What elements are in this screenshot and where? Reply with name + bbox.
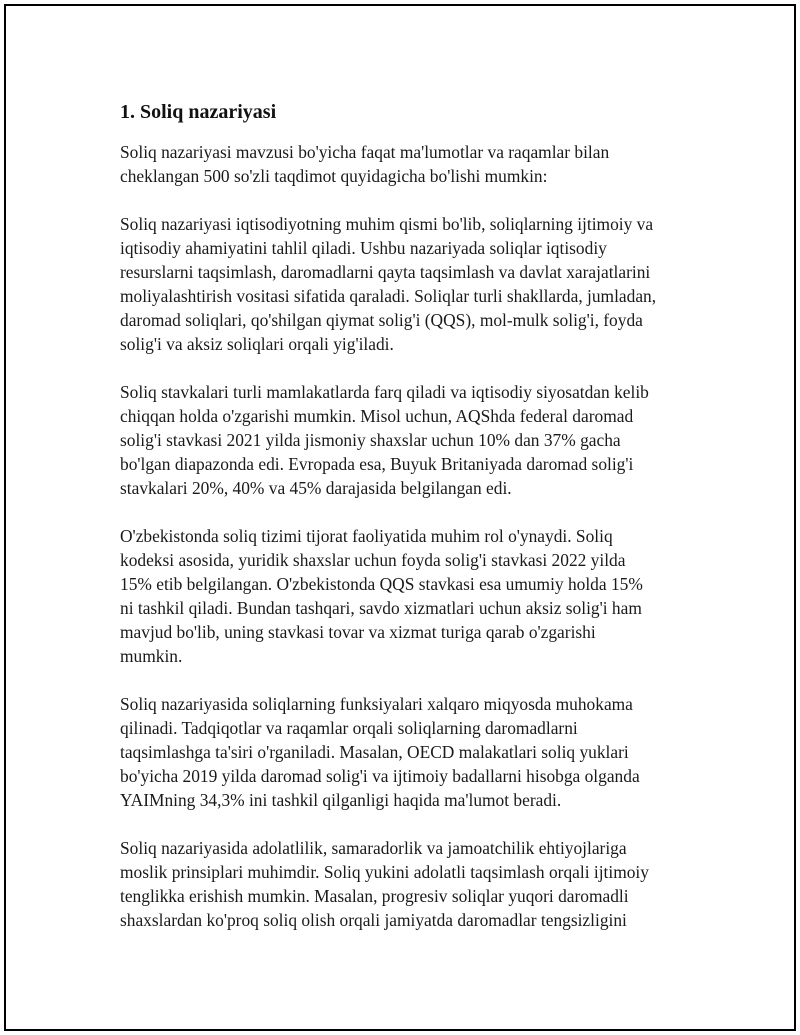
paragraph-tax-rates [120,380,692,500]
text-line: resurslarni taqsimlash, daromadlarni qayta taqsimlash va davlat xarajatlarini [120,262,651,282]
text-line: mavjud bo'lib, uning stavkasi tovar va xizmat turiga qarab o'zgarishi [120,622,596,642]
text-line: tenglikka erishish mumkin. Masalan, progresiv soliqlar yuqori daromadli [120,886,629,906]
text-line: moliyalashtirish vositasi sifatida qaraladi. Soliqlar turli shakllarda, jumladan, [120,286,657,306]
text-line: kodeksi asosida, yuridik shaxslar uchun foyda solig'i stavkasi 2022 yilda [120,550,626,570]
text-line: taqsimlashga ta'siri o'rganiladi. Masalan, OECD malakatlari soliq yuklari [120,742,629,762]
text-line: bo'yicha 2019 yilda daromad solig'i va ijtimoiy badallarni hisobga olganda [120,766,640,786]
text-line: Soliq stavkalari turli mamlakatlarda farq qiladi va iqtisodiy siyosatdan kelib [120,382,649,402]
text-line: Soliq nazariyasida adolatlilik, samaradorlik va jamoatchilik ehtiyojlariga [120,838,627,858]
page-title: 1. Soliq nazariyasi [120,101,277,123]
document-body [120,98,692,956]
text-line: shaxslardan ko'proq soliq olish orqali jamiyatda daromadlar tengsizligini [120,910,627,930]
text-line: solig'i stavkasi 2021 yilda jismoniy shaxslar uchun 10% dan 37% gacha [120,430,621,450]
text-line: YAIMning 34,3% ini tashkil qilganligi haqida ma'lumot beradi. [120,790,562,810]
text-line: iqtisodiy ahamiyatini tahlil qiladi. Ushbu nazariyada soliqlar iqtisodiy [120,238,607,258]
text-line: Soliq nazariyasi iqtisodiyotning muhim qismi bo'lib, soliqlarning ijtimoiy va [120,214,654,234]
text-line: mumkin. [120,646,183,666]
text-line: ni tashkil qiladi. Bundan tashqari, savdo xizmatlari uchun aksiz solig'i ham [120,598,642,618]
page-frame [4,4,796,1031]
text-line: stavkalari 20%, 40% va 45% darajasida belgilangan edi. [120,478,512,498]
paragraph-theory-overview [120,212,692,356]
text-line: Soliq nazariyasida soliqlarning funksiyalari xalqaro miqyosda muhokama [120,694,633,714]
text-line: 15% etib belgilangan. O'zbekistonda QQS stavkasi esa umumiy holda 15% [120,574,643,594]
paragraph-international [120,692,692,812]
text-line: qilinadi. Tadqiqotlar va raqamlar orqali soliqlarning daromadlarni [120,718,578,738]
text-line: cheklangan 500 so'zli taqdimot quyidagicha bo'lishi mumkin: [120,166,548,186]
text-line: O'zbekistonda soliq tizimi tijorat faoliyatida muhim rol o'ynaydi. Soliq [120,526,613,546]
text-line: Soliq nazariyasi mavzusi bo'yicha faqat ma'lumotlar va raqamlar bilan [120,142,610,162]
paragraph-uzbekistan [120,524,692,668]
text-line: daromad soliqlari, qo'shilgan qiymat solig'i (QQS), mol-mulk solig'i, foyda [120,310,643,330]
paragraph-intro [120,140,692,188]
text-line: bo'lgan diapazonda edi. Evropada esa, Buyuk Britaniyada daromad solig'i [120,454,634,474]
text-line: solig'i va aksiz soliqlari orqali yig'iladi. [120,334,394,354]
text-line: chiqqan holda o'zgarishi mumkin. Misol uchun, AQShda federal daromad [120,406,634,426]
text-line: moslik prinsiplari muhimdir. Soliq yukini adolatli taqsimlash orqali ijtimoiy [120,862,649,882]
paragraph-principles [120,836,692,932]
